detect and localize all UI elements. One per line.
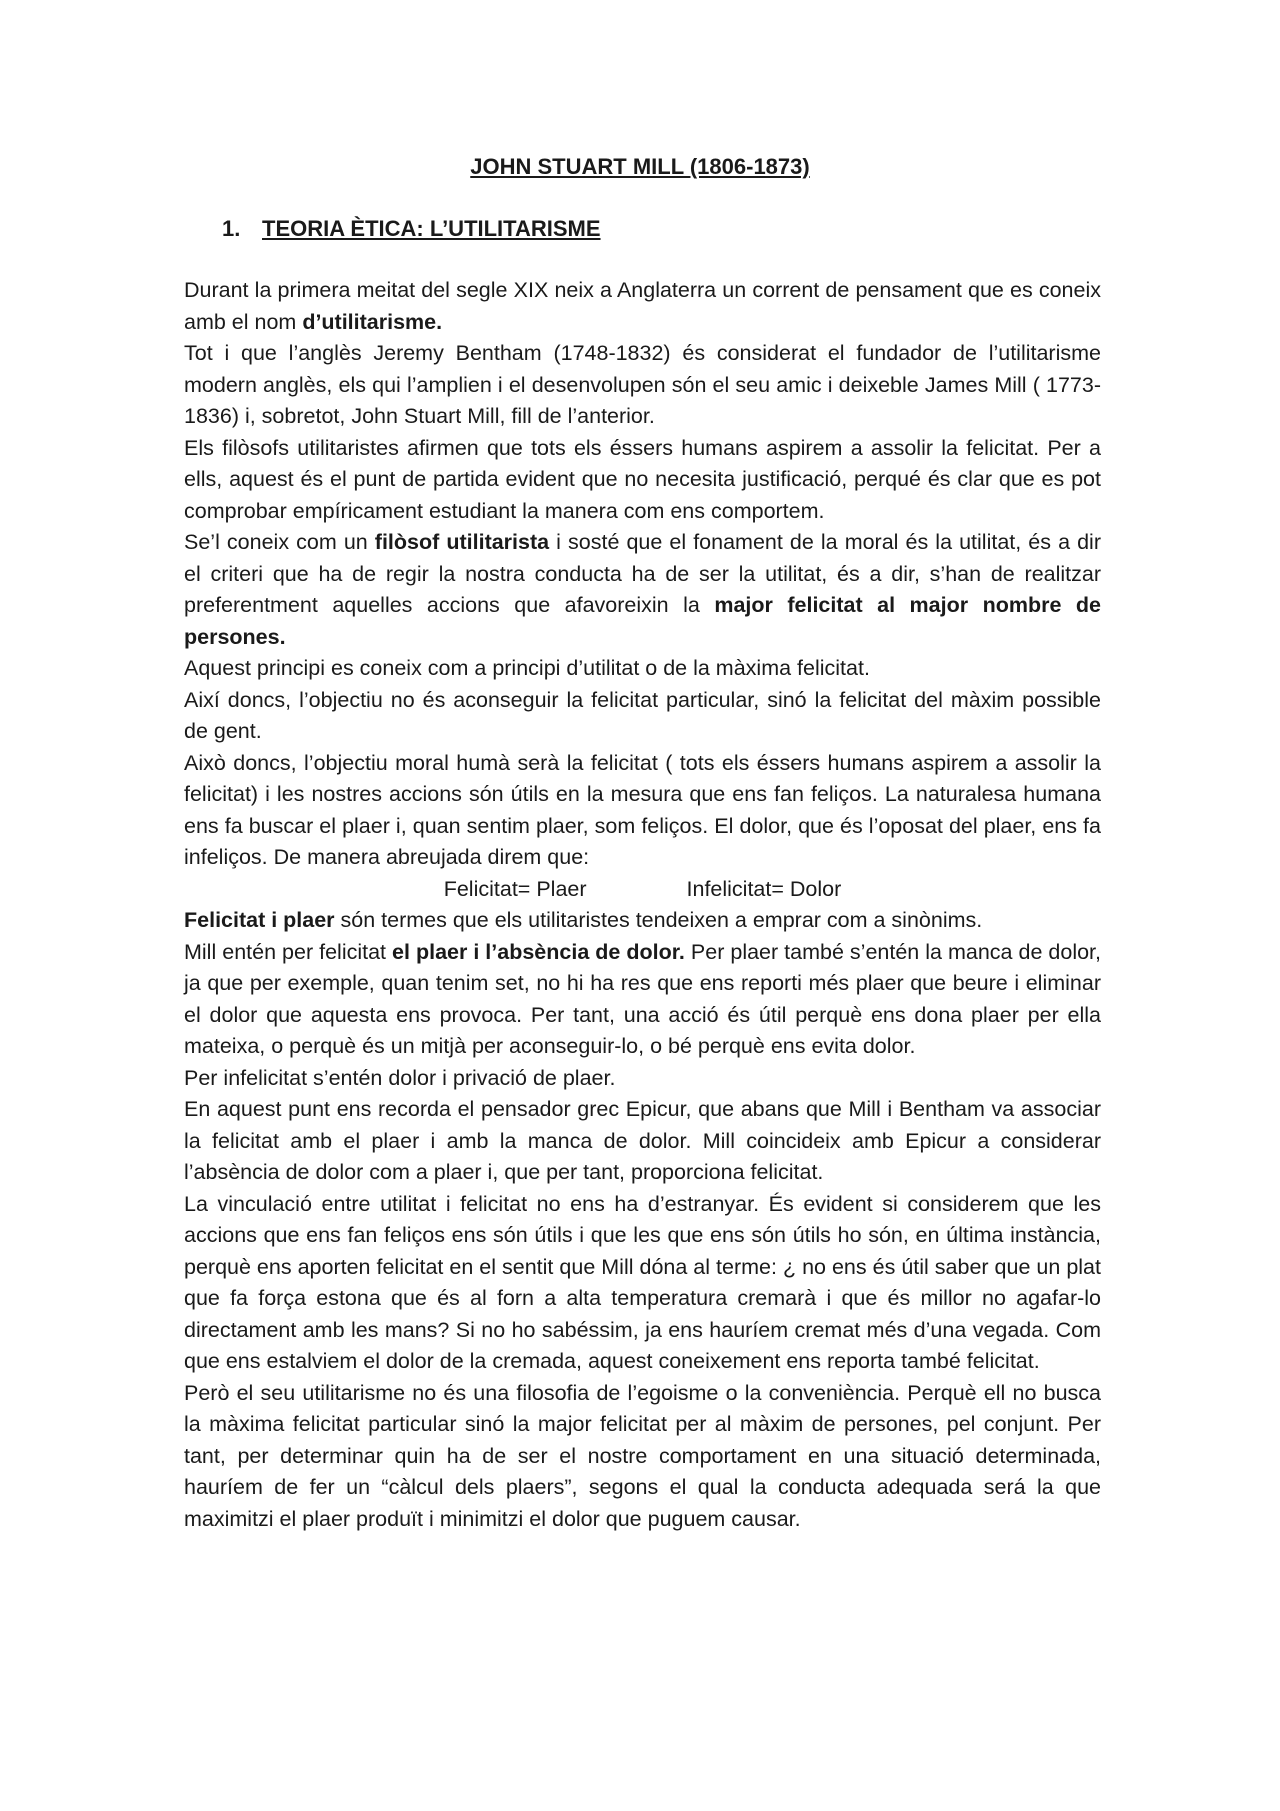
section-number: 1. bbox=[222, 216, 241, 241]
formula-line bbox=[184, 874, 1101, 906]
paragraph bbox=[184, 905, 1101, 937]
paragraph: Això doncs, l’objectiu moral humà serà la felicitat ( tots els éssers humans aspirem a assolir la felicitat) i les nostres accions són útils en la mesura que ens fan feliços. La naturalesa humana ens fa buscar el plaer i, quan sentim plaer, som feliços. El dolor, que és l’oposat del plaer, ens fa infeliços. De manera abreujada direm que: bbox=[184, 750, 1101, 869]
paragraph bbox=[184, 275, 1101, 338]
paragraph-text: Durant la primera meitat del segle XIX neix a Anglaterra un corrent de pensament que es coneix amb el nom bbox=[184, 278, 1101, 334]
bold-term: el plaer i l’absència de dolor. bbox=[392, 939, 685, 964]
bold-term: Felicitat i plaer bbox=[184, 908, 335, 932]
paragraph-text: Per plaer també s’entén la manca de dolor, ja que per exemple, quan tenim set, no hi ha res que ens reporti més plaer que beure i eliminar el dolor que aquesta ens provoca. Per tant, una acció és útil perquè ens dona plaer per ella mateixa, o perquè és un mitjà per aconseguir-lo, o bé perquè ens evita dolor. bbox=[184, 939, 1102, 1058]
paragraph-text: Se’l coneix com un bbox=[184, 530, 375, 554]
paragraph-text: són termes que els utilitaristes tendeixen a emprar com a sinònims. bbox=[334, 908, 983, 932]
document-title: JOHN STUART MILL (1806-1873) bbox=[470, 154, 810, 179]
document-body bbox=[184, 275, 1101, 1535]
paragraph: Així doncs, l’objectiu no és aconseguir la felicitat particular, sinó la felicitat del màxim possible de gent. bbox=[184, 687, 1101, 743]
paragraph: Per infelicitat s’entén dolor i privació de plaer. bbox=[184, 1065, 616, 1090]
paragraph bbox=[184, 527, 1101, 653]
paragraph-text: Mill entén per felicitat bbox=[184, 939, 393, 964]
paragraph: Però el seu utilitarisme no és una filosofia de l’egoisme o la conveniència. Perquè ell no busca la màxima felicitat particular sinó la major felicitat per al màxim de persones, pel conjunt. Per tant, per determinar quin ha de ser el nostre comportament en una situació determinada, hauríem de fer un “càlcul dels plaers”, segons el qual la conducta adequada será la que maximitzi el plaer produït i minimitzi el dolor que puguem causar. bbox=[184, 1380, 1101, 1531]
paragraph: En aquest punt ens recorda el pensador grec Epicur, que abans que Mill i Bentham va associar la felicitat amb el plaer i amb la manca de dolor. Mill coincideix amb Epicur a considerar l’absència de dolor com a plaer i, que per tant, proporciona felicitat. bbox=[184, 1097, 1101, 1184]
formula-left: Felicitat= Plaer bbox=[443, 876, 587, 901]
paragraph bbox=[184, 937, 1101, 1063]
section-heading bbox=[222, 214, 601, 244]
paragraph-text: i sosté que el fonament de la moral és la utilitat, és a dir el criteri que ha de regir la nostra conducta ha de ser la utilitat, és a dir, s’han de realitzar preferentment aquelles accions que afavoreixin la bbox=[184, 530, 1101, 617]
section-title: TEORIA ÈTICA: L’UTILITARISME bbox=[262, 216, 601, 241]
formula-right: Infelicitat= Dolor bbox=[686, 876, 842, 901]
paragraph: Aquest principi es coneix com a principi d’utilitat o de la màxima felicitat. bbox=[184, 656, 870, 680]
bold-term: filòsof utilitarista bbox=[374, 530, 550, 554]
paragraph: Tot i que l’anglès Jeremy Bentham (1748-1832) és considerat el fundador de l’utilitarisme modern anglès, els qui l’amplien i el desenvolupen són el seu amic i deixeble James Mill ( 1773-1836) i, sobretot, John Stuart Mill, fill de l’anterior. bbox=[184, 341, 1101, 428]
bold-term: major felicitat al major nombre de persones. bbox=[184, 593, 1101, 649]
paragraph: La vinculació entre utilitat i felicitat no ens ha d’estranyar. És evident si considerem que les accions que ens fan feliços ens són útils i que les que ens són útils ho són, en última instància, perquè ens aporten felicitat en el sentit que Mill dóna al terme: ¿ no ens és útil saber que un plat que fa força estona que és al forn a alta temperatura cremarà i que és millor no agafar-lo directament amb les mans? Si no ho sabéssim, ja ens hauríem cremat més d’una vegada. Com que ens estalviem el dolor de la cremada, aquest coneixement ens reporta també felicitat. bbox=[184, 1191, 1101, 1373]
bold-term: d’utilitarisme. bbox=[302, 309, 443, 334]
paragraph: Els filòsofs utilitaristes afirmen que tots els éssers humans aspirem a assolir la felicitat. Per a ells, aquest és el punt de partida evident que no necesita justificació, perqué és clar que es pot comprobar empíricament estudiant la manera com ens comportem. bbox=[184, 435, 1101, 523]
